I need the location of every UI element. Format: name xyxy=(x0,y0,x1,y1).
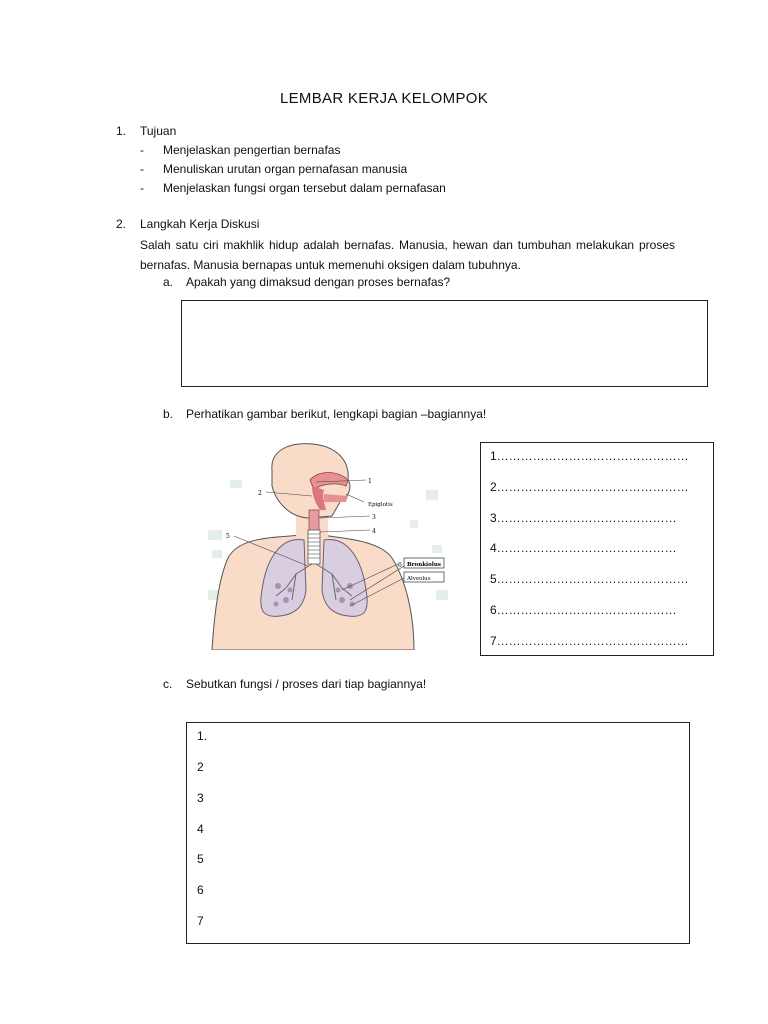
diagram-label-6: 6 xyxy=(398,562,402,569)
answer-number: 5 xyxy=(197,852,204,866)
section2-number: 2. xyxy=(116,217,127,231)
diagram-label-alveolus: Alveolus xyxy=(407,576,431,582)
objective-item: Menuliskan urutan organ pernafasan manusia xyxy=(163,162,408,176)
section2-paragraph: Salah satu ciri makhlik hidup adalah bernafas. Manusia, hewan dan tumbuhan melakukan proses bernafas. Manusia bernapas untuk memenuhi oksigen dalam tubuhnya. xyxy=(140,238,675,272)
answer-box-c[interactable] xyxy=(186,722,690,944)
blank-line[interactable]: 5………………………………………… xyxy=(490,572,689,586)
blank-line[interactable]: 6……………………………………… xyxy=(490,603,677,617)
answer-number: 1. xyxy=(197,729,208,743)
trachea xyxy=(308,530,320,564)
diagram-label-5: 5 xyxy=(226,533,230,540)
question-b-letter: b. xyxy=(163,407,174,421)
blank-line[interactable]: 7………………………………………… xyxy=(490,634,689,648)
question-b-text: Perhatikan gambar berikut, lengkapi bagian –bagiannya! xyxy=(186,407,487,421)
page-title: LEMBAR KERJA KELOMPOK xyxy=(279,90,489,107)
blank-line[interactable]: 4……………………………………… xyxy=(490,541,677,555)
respiratory-system-diagram xyxy=(200,440,460,650)
answer-number: 4 xyxy=(197,822,204,836)
diagram-label-4: 4 xyxy=(372,528,376,535)
objective-item: Menjelaskan pengertian bernafas xyxy=(163,143,341,157)
question-c-text: Sebutkan fungsi / proses dari tiap bagiannya! xyxy=(186,677,427,691)
question-a-letter: a. xyxy=(163,275,174,289)
diagram-label-3: 3 xyxy=(372,514,376,521)
question-a-text: Apakah yang dimaksud dengan proses bernafas? xyxy=(186,275,451,289)
section1-heading: Tujuan xyxy=(140,124,177,138)
blank-line[interactable]: 3……………………………………… xyxy=(490,511,677,525)
bullet-dash: - xyxy=(140,181,144,195)
bullet-dash: - xyxy=(140,143,144,157)
answer-box-a[interactable] xyxy=(181,300,708,387)
objective-item: Menjelaskan fungsi organ tersebut dalam pernafasan xyxy=(163,181,446,195)
answer-number: 2 xyxy=(197,760,204,774)
diagram-label-2: 2 xyxy=(258,490,262,497)
diagram-label-1: 1 xyxy=(368,478,372,485)
section2-heading: Langkah Kerja Diskusi xyxy=(140,217,260,231)
diagram-label-epiglotis: Epiglotis xyxy=(368,502,393,508)
answer-number: 6 xyxy=(197,883,204,897)
blank-line[interactable]: 2………………………………………… xyxy=(490,480,689,494)
bullet-dash: - xyxy=(140,162,144,176)
blank-line[interactable]: 1………………………………………… xyxy=(490,449,689,463)
answer-number: 7 xyxy=(197,914,204,928)
larynx xyxy=(309,510,319,532)
diagram-label-bronkiolus: Bronkiolus xyxy=(407,562,441,568)
section1-number: 1. xyxy=(116,124,127,138)
question-c-letter: c. xyxy=(163,677,173,691)
answer-number: 3 xyxy=(197,791,204,805)
